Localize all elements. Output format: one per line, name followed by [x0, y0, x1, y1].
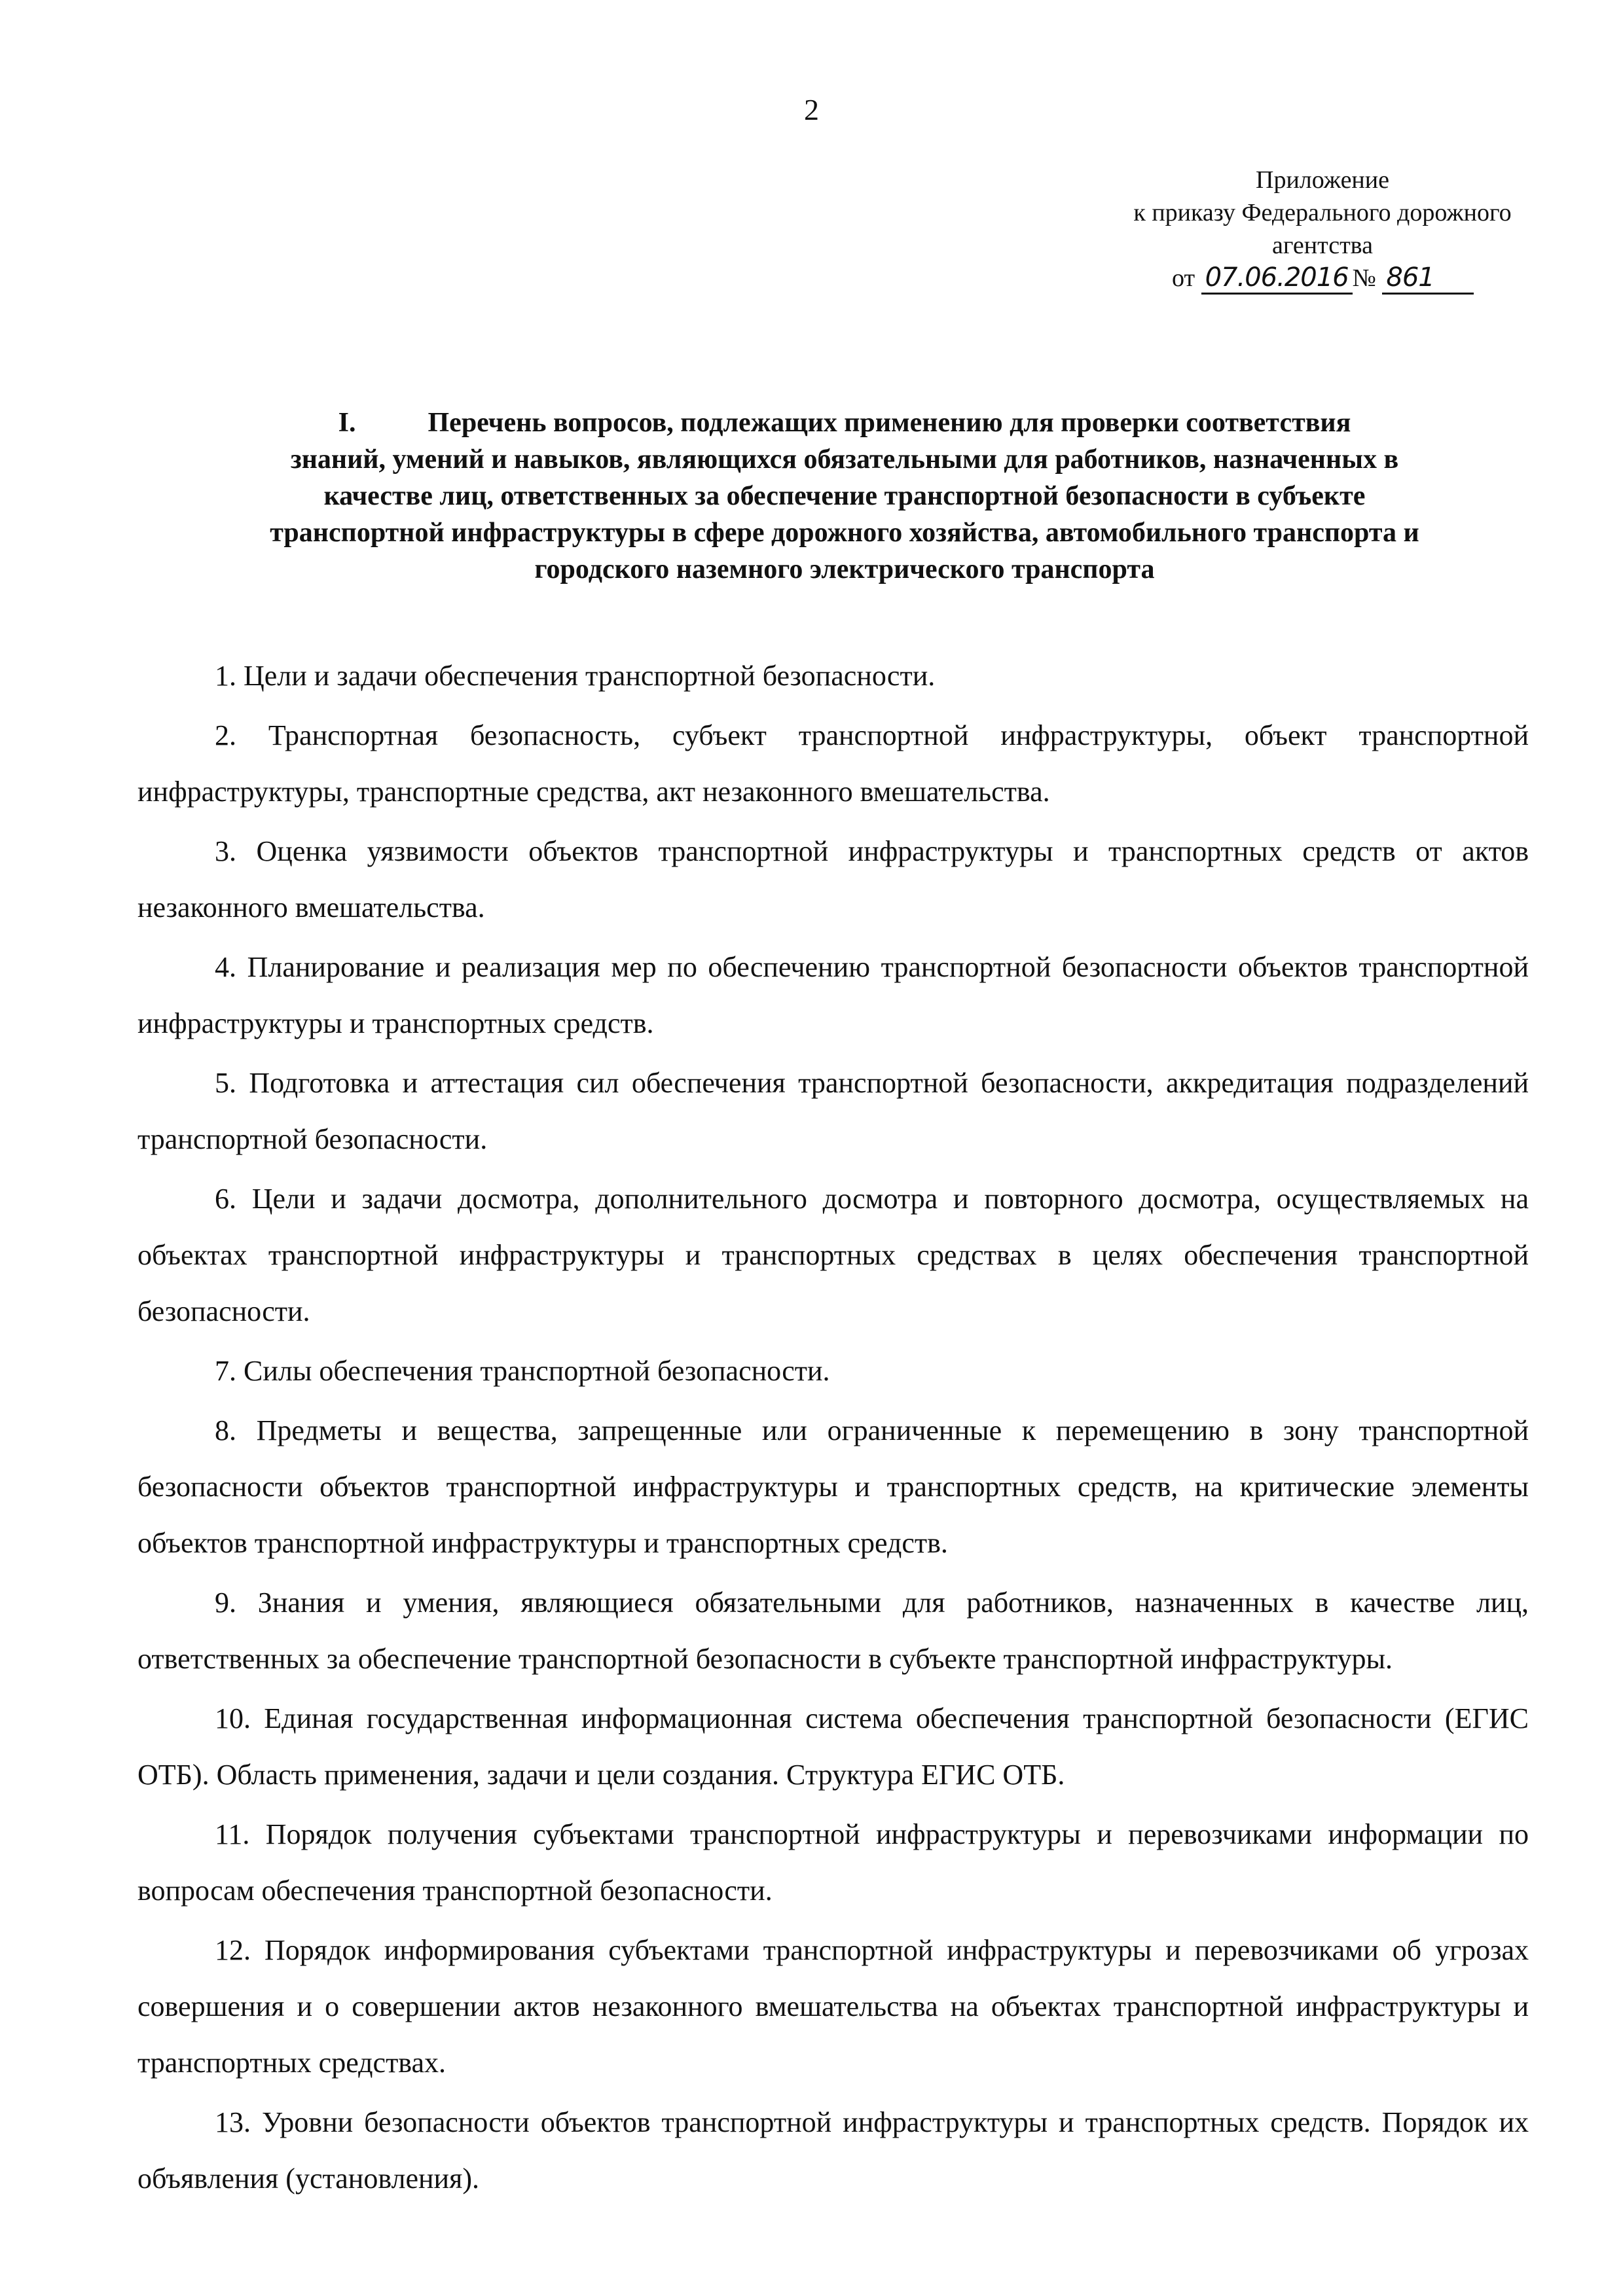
list-item: 12. Порядок информирования субъектами транспортной инфраструктуры и перевозчиками об угрозах совершения и о совершении актов незаконного вмешательства на объектах транспортной инфраструктуры и транспортных средствах.	[137, 1934, 1529, 2079]
appendix-order-ref: к приказу Федерального дорожного	[1133, 199, 1512, 226]
list-item: 2. Транспортная безопасность, субъект транспортной инфраструктуры, объект транспортной инфраструктуры, транспортные средства, акт незаконного вмешательства.	[137, 719, 1529, 808]
handwritten-date: 07.06.2016	[1201, 262, 1353, 295]
appendix-date-number	[1087, 262, 1558, 295]
handwritten-number: 861	[1382, 262, 1473, 295]
list-item: 3. Оценка уязвимости объектов транспортной инфраструктуры и транспортных средств от актов незаконного вмешательства.	[137, 835, 1529, 924]
list-item: 9. Знания и умения, являющиеся обязательными для работников, назначенных в качестве лиц, ответственных за обеспечение транспортной безопасности в субъекте транспортной инфраструктуры.	[137, 1587, 1529, 1675]
section-roman-numeral: I.	[338, 408, 356, 438]
list-item: 1. Цели и задачи обеспечения транспортной безопасности.	[215, 660, 936, 692]
list-item: 8. Предметы и вещества, запрещенные или ограниченные к перемещению в зону транспортной безопасности объектов транспортной инфраструктуры и транспортных средств, на критические элементы объектов транспортной инфраструктуры и транспортных средств.	[137, 1414, 1529, 1559]
title-line-4: транспортной инфраструктуры в сфере дорожного хозяйства, автомобильного транспорта и	[270, 518, 1419, 548]
list-item: 4. Планирование и реализация мер по обеспечению транспортной безопасности объектов транспортной инфраструктуры и транспортных средств.	[137, 951, 1529, 1039]
list-item: 10. Единая государственная информационная система обеспечения транспортной безопасности (ЕГИС ОТБ). Область применения, задачи и цели создания. Структура ЕГИС ОТБ.	[137, 1702, 1529, 1791]
list-item: 5. Подготовка и аттестация сил обеспечения транспортной безопасности, аккредитация подразделений транспортной безопасности.	[137, 1067, 1529, 1155]
title-line-2: знаний, умений и навыков, являющихся обязательными для работников, назначенных в	[290, 444, 1399, 475]
list-item: 13. Уровни безопасности объектов транспортной инфраструктуры и транспортных средств. Порядок их объявления (установления).	[137, 2106, 1529, 2195]
appendix-header	[1087, 164, 1558, 295]
section-title	[151, 404, 1539, 588]
list-item: 11. Порядок получения субъектами транспортной инфраструктуры и перевозчиками информации по вопросам обеспечения транспортной безопасности.	[137, 1818, 1529, 1907]
appendix-label: Приложение	[1256, 166, 1389, 194]
list-item: 7. Силы обеспечения транспортной безопасности.	[215, 1355, 830, 1387]
from-label: от	[1172, 264, 1195, 292]
title-line-3: качестве лиц, ответственных за обеспечение транспортной безопасности в субъекте	[323, 481, 1366, 511]
title-line-5: городского наземного электрического транспорта	[534, 554, 1155, 584]
page-number: 2	[804, 93, 819, 126]
appendix-agency: агентства	[1271, 232, 1373, 259]
list-item: 6. Цели и задачи досмотра, дополнительного досмотра и повторного досмотра, осуществляемых на объектах транспортной инфраструктуры и транспортных средствах в целях обеспечения транспортной безопасности.	[137, 1183, 1529, 1327]
title-line-1: I. Перечень вопросов, подлежащих применению для проверки соответствия	[151, 404, 1539, 441]
number-label: №	[1352, 264, 1376, 292]
question-list	[137, 648, 1529, 2210]
